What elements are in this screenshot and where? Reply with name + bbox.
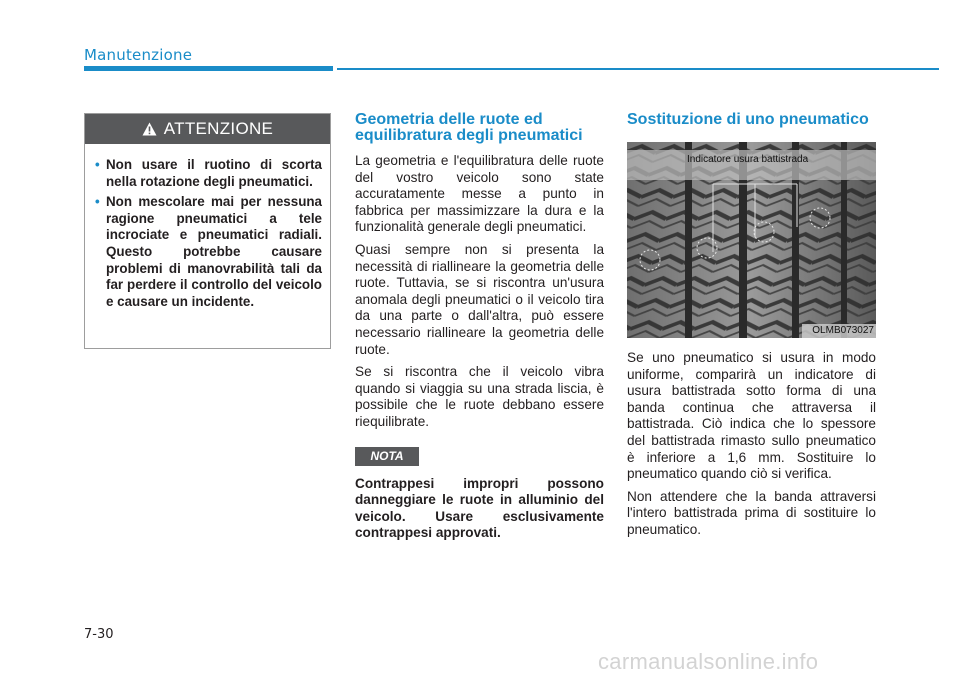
bullet-icon: • (95, 194, 100, 210)
warning-item: • Non mescolare mai per nessuna ragione pneumatici a tele incrociate e pneumatici radiali. Questo potrebbe causare problemi di manovrabilità tali da far perdere il controllo del veicolo e causare un incidente. (95, 194, 322, 309)
warning-header (85, 114, 330, 144)
header-rule-thin (337, 68, 939, 70)
alignment-paragraph: La geometria e l'equilibratura delle ruote del vostro veicolo sono state accuratamente messe a punto in fabbrica per massimizzare la dura e la funzionalità generale degli pneumatici. (355, 153, 604, 235)
header-rule-thick (84, 66, 333, 71)
alignment-paragraph: Se si riscontra che il veicolo vibra quando si viaggia su una strada liscia, è possibile che le ruote debbano essere riequilibrate. (355, 364, 604, 429)
watermark: carmanualsonline.info (598, 649, 819, 674)
warning-list (85, 144, 330, 310)
page-number: 7-30 (84, 627, 114, 642)
replacement-section (627, 112, 876, 545)
replacement-title: Sostituzione di uno pneumatico (627, 111, 869, 128)
alignment-paragraph: Quasi sempre non si presenta la necessità di riallineare la geometria delle ruote. Tuttavia, se si riscontra un'usura anomala degli pneumatici o il veicolo tira da una parte o dall'altra, può essere necessario riallineare la geometria delle ruote. (355, 241, 604, 357)
section-header-title: Manutenzione (84, 46, 193, 64)
warning-item: • Non usare il ruotino di scorta nella rotazione degli pneumatici. (95, 157, 322, 189)
alignment-section (355, 112, 604, 542)
alignment-title: Geometria delle ruote ed equilibratura degli pneumatici (355, 111, 583, 144)
figure-callout-label: Indicatore usura battistrada (687, 154, 809, 165)
replacement-paragraph: Non attendere che la banda attraversi l'intero battistrada prima di sostituire lo pneumatico. (627, 488, 876, 537)
tire-tread-illustration (627, 142, 876, 338)
replacement-paragraph: Se uno pneumatico si usura in modo uniforme, comparirà un indicatore di usura battistrada sotto forma di una banda continua che attraversa il battistrada. Ciò indica che lo spessore del battistrada rimasto sullo pneumatico è inferiore a 1,6 mm. Sostituire lo pneumatico quando ciò si verifica. (627, 350, 876, 482)
note-badge: NOTA (355, 447, 419, 466)
figure-code: OLMB073027 (812, 325, 874, 336)
note-text: Contrappesi impropri possono danneggiare le ruote in alluminio del veicolo. Usare esclusivamente contrappesi approvati. (355, 475, 604, 541)
tire-tread-figure (627, 142, 876, 338)
warning-box (84, 113, 331, 349)
warning-title: ATTENZIONE (163, 119, 274, 138)
warning-triangle-icon (142, 122, 157, 136)
bullet-icon: • (95, 157, 100, 172)
